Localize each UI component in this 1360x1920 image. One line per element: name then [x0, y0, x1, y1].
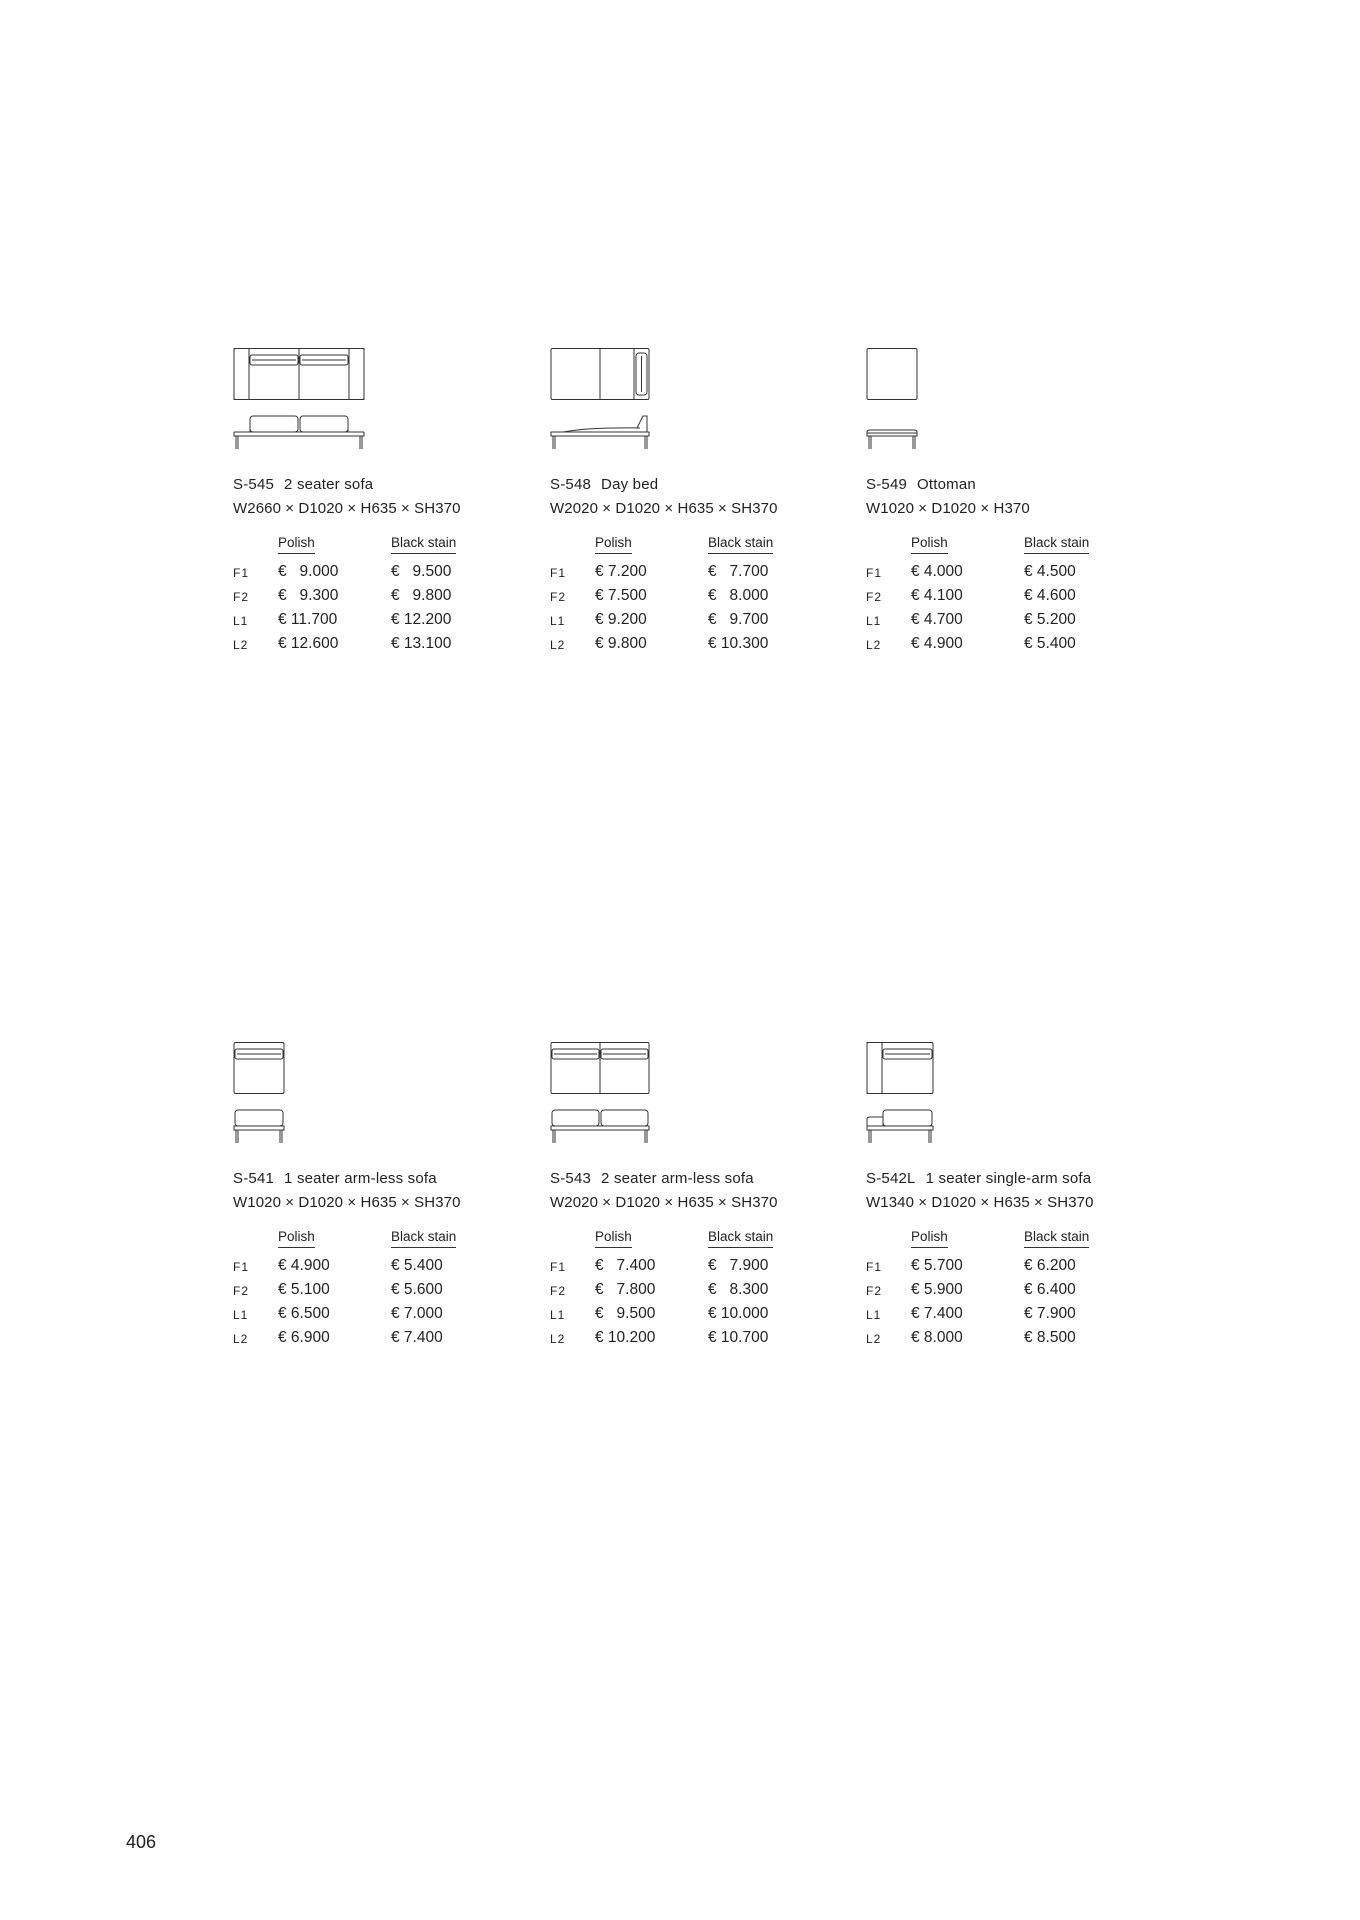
product-title: [866, 476, 976, 494]
black-stain-price: € 9.700: [708, 611, 769, 628]
price-row: [550, 1281, 850, 1301]
grade-label: L1: [866, 1308, 882, 1322]
black-stain-price: € 10.700: [708, 1329, 769, 1346]
product-title: [233, 1170, 437, 1188]
grade-label: L1: [866, 614, 882, 628]
black-stain-header: Black stain: [708, 535, 773, 554]
polish-price: € 9.500: [595, 1305, 656, 1322]
price-row: [866, 611, 1166, 631]
product-dimensions: W1020 × D1020 × H370: [866, 500, 1030, 517]
price-row: [233, 587, 533, 607]
grade-label: F1: [866, 566, 883, 580]
price-row: [866, 635, 1166, 655]
product-dimensions: W2660 × D1020 × H635 × SH370: [233, 500, 461, 517]
polish-price: € 8.000: [911, 1329, 963, 1346]
price-row: [866, 1329, 1166, 1349]
polish-price: € 7.400: [911, 1305, 963, 1322]
price-row: [550, 1329, 850, 1349]
polish-price: € 7.800: [595, 1281, 656, 1298]
polish-price: € 7.200: [595, 563, 647, 580]
sofa-2-seater-armless-drawing: [550, 1042, 690, 1152]
product-title: [550, 476, 658, 494]
product-name: 1 seater single-arm sofa: [925, 1170, 1092, 1187]
polish-price: € 12.600: [278, 635, 339, 652]
polish-price: € 7.400: [595, 1257, 656, 1274]
grade-label: F2: [866, 590, 883, 604]
product-title: [866, 1170, 1091, 1188]
product-name: 1 seater arm-less sofa: [284, 1170, 437, 1187]
product-name: 2 seater sofa: [284, 476, 374, 493]
grade-label: L1: [233, 614, 249, 628]
grade-label: F1: [233, 1260, 250, 1274]
grade-label: F1: [550, 1260, 567, 1274]
price-row: [866, 587, 1166, 607]
product-dimensions: W1020 × D1020 × H635 × SH370: [233, 1194, 461, 1211]
black-stain-price: € 7.900: [708, 1257, 769, 1274]
polish-price: € 9.200: [595, 611, 647, 628]
product-dimensions: W2020 × D1020 × H635 × SH370: [550, 500, 778, 517]
black-stain-price: € 9.500: [391, 563, 452, 580]
product-code: S-543: [550, 1170, 592, 1187]
grade-label: F2: [866, 1284, 883, 1298]
polish-header: Polish: [278, 1229, 315, 1248]
product-name: Day bed: [601, 476, 659, 493]
black-stain-price: € 6.400: [1024, 1281, 1076, 1298]
product-code: S-549: [866, 476, 908, 493]
price-row: [233, 611, 533, 631]
price-row: [233, 635, 533, 655]
sofa-1-seater-armless-drawing: [233, 1042, 373, 1152]
product-code: S-548: [550, 476, 592, 493]
black-stain-price: € 13.100: [391, 635, 452, 652]
black-stain-header: Black stain: [708, 1229, 773, 1248]
price-row: [866, 1305, 1166, 1325]
polish-price: € 9.800: [595, 635, 647, 652]
product-name: Ottoman: [917, 476, 976, 493]
sofa-2-seater-drawing: [233, 348, 373, 458]
day-bed-drawing: [550, 348, 690, 458]
grade-label: F1: [233, 566, 250, 580]
polish-price: € 6.500: [278, 1305, 330, 1322]
grade-label: F2: [233, 590, 250, 604]
polish-header: Polish: [911, 535, 948, 554]
grade-label: F1: [866, 1260, 883, 1274]
polish-price: € 4.900: [278, 1257, 330, 1274]
polish-price: € 9.000: [278, 563, 339, 580]
grade-label: L2: [550, 638, 566, 652]
grade-label: F2: [233, 1284, 250, 1298]
product-dimensions: W1340 × D1020 × H635 × SH370: [866, 1194, 1094, 1211]
price-row: [233, 1305, 533, 1325]
polish-price: € 5.700: [911, 1257, 963, 1274]
price-row: [550, 563, 850, 583]
polish-price: € 9.300: [278, 587, 339, 604]
polish-price: € 4.000: [911, 563, 963, 580]
grade-label: F2: [550, 590, 567, 604]
product-code: S-541: [233, 1170, 275, 1187]
black-stain-price: € 5.400: [391, 1257, 443, 1274]
black-stain-price: € 10.000: [708, 1305, 769, 1322]
grade-label: L1: [233, 1308, 249, 1322]
black-stain-price: € 5.600: [391, 1281, 443, 1298]
grade-label: L1: [550, 1308, 566, 1322]
price-row: [550, 587, 850, 607]
black-stain-price: € 5.200: [1024, 611, 1076, 628]
black-stain-price: € 5.400: [1024, 635, 1076, 652]
product-dimensions: W2020 × D1020 × H635 × SH370: [550, 1194, 778, 1211]
price-row: [233, 1281, 533, 1301]
black-stain-price: € 7.700: [708, 563, 769, 580]
product-code: S-545: [233, 476, 275, 493]
polish-price: € 10.200: [595, 1329, 656, 1346]
polish-price: € 4.100: [911, 587, 963, 604]
grade-label: F2: [550, 1284, 567, 1298]
sofa-1-seater-single-arm-drawing: [866, 1042, 1006, 1152]
black-stain-price: € 4.500: [1024, 563, 1076, 580]
polish-header: Polish: [595, 1229, 632, 1248]
price-row: [866, 1257, 1166, 1277]
black-stain-price: € 8.000: [708, 587, 769, 604]
polish-price: € 7.500: [595, 587, 647, 604]
product-name: 2 seater arm-less sofa: [601, 1170, 754, 1187]
grade-label: L2: [233, 638, 249, 652]
polish-header: Polish: [595, 535, 632, 554]
polish-price: € 11.700: [278, 611, 338, 628]
black-stain-price: € 8.500: [1024, 1329, 1076, 1346]
grade-label: L2: [233, 1332, 249, 1346]
grade-label: L2: [866, 1332, 882, 1346]
price-row: [233, 1329, 533, 1349]
polish-price: € 4.700: [911, 611, 963, 628]
black-stain-header: Black stain: [1024, 1229, 1089, 1248]
black-stain-price: € 6.200: [1024, 1257, 1076, 1274]
polish-price: € 5.100: [278, 1281, 330, 1298]
grade-label: L1: [550, 614, 566, 628]
polish-price: € 5.900: [911, 1281, 963, 1298]
ottoman-drawing: [866, 348, 1006, 458]
black-stain-header: Black stain: [391, 1229, 456, 1248]
price-row: [550, 635, 850, 655]
price-row: [233, 1257, 533, 1277]
black-stain-price: € 7.400: [391, 1329, 443, 1346]
grade-label: L2: [866, 638, 882, 652]
page-number: 406: [126, 1832, 157, 1852]
black-stain-price: € 10.300: [708, 635, 769, 652]
polish-price: € 4.900: [911, 635, 963, 652]
black-stain-header: Black stain: [391, 535, 456, 554]
price-row: [233, 563, 533, 583]
price-row: [866, 563, 1166, 583]
polish-header: Polish: [278, 535, 315, 554]
product-title: [233, 476, 373, 494]
black-stain-price: € 8.300: [708, 1281, 769, 1298]
black-stain-price: € 4.600: [1024, 587, 1076, 604]
black-stain-header: Black stain: [1024, 535, 1089, 554]
polish-price: € 6.900: [278, 1329, 330, 1346]
product-code: S-542L: [866, 1170, 916, 1187]
black-stain-price: € 7.900: [1024, 1305, 1076, 1322]
grade-label: L2: [550, 1332, 566, 1346]
price-row: [866, 1281, 1166, 1301]
black-stain-price: € 7.000: [391, 1305, 443, 1322]
product-title: [550, 1170, 754, 1188]
black-stain-price: € 9.800: [391, 587, 452, 604]
price-row: [550, 1257, 850, 1277]
price-row: [550, 611, 850, 631]
black-stain-price: € 12.200: [391, 611, 452, 628]
polish-header: Polish: [911, 1229, 948, 1248]
price-row: [550, 1305, 850, 1325]
grade-label: F1: [550, 566, 567, 580]
